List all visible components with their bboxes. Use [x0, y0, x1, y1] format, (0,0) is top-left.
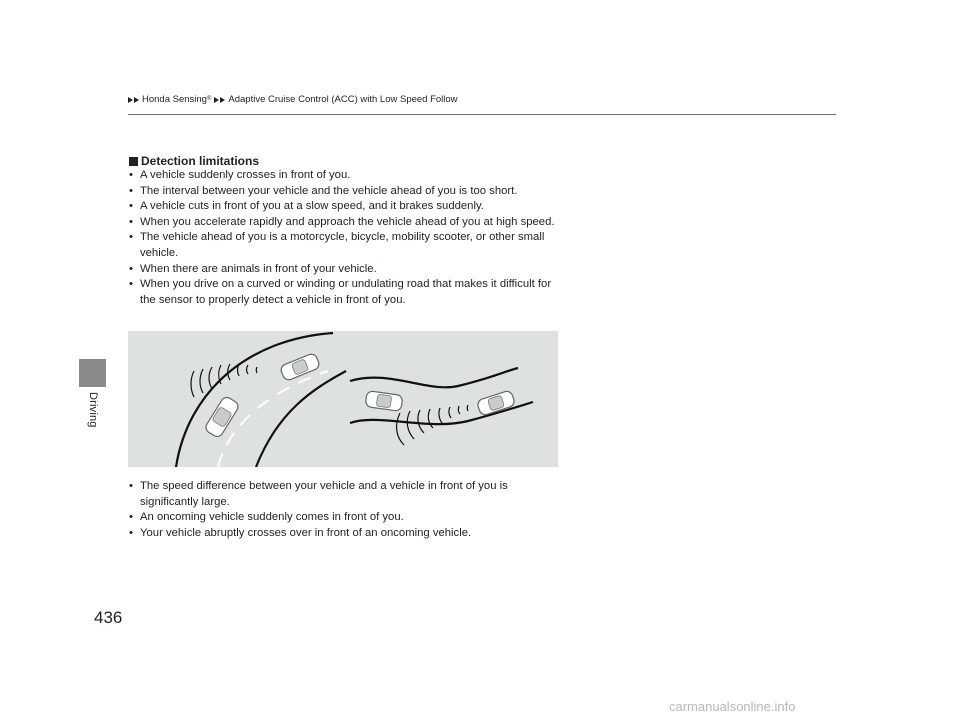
list-item: • The interval between your vehicle and the vehicle ahead of you is too short. [129, 184, 559, 200]
bullet-icon: • [129, 262, 133, 275]
bullet-icon: • [129, 480, 133, 492]
breadcrumb [128, 94, 458, 105]
list-item: • The speed difference between your vehicle and a vehicle in front of you is significantly large. [129, 480, 508, 508]
list-item: • When there are animals in front of your vehicle. [129, 262, 559, 278]
lane-marking [218, 371, 328, 467]
header-divider [128, 114, 836, 115]
limitations-list-continued [129, 479, 559, 541]
list-item: • When you drive on a curved or winding or undulating road that makes it difficult for the sensor to properly detect a vehicle in front of you. [129, 278, 552, 306]
bullet-icon: • [129, 526, 133, 539]
bullet-icon: • [129, 169, 133, 181]
list-item: • A vehicle cuts in front of you at a slow speed, and it brakes suddenly. [129, 199, 559, 215]
bullet-icon: • [129, 184, 133, 197]
list-item: • When you accelerate rapidly and approach the vehicle ahead of you at high speed. [129, 215, 559, 231]
registered-mark: ® [206, 95, 212, 102]
own-vehicle-icon [204, 395, 240, 438]
road-edge [350, 368, 518, 387]
bullet-icon: • [129, 511, 133, 524]
road-diagram-svg [128, 331, 558, 467]
radar-waves [191, 364, 257, 397]
road-edge [256, 371, 346, 467]
chapter-tab [79, 359, 106, 387]
page-number: 436 [94, 608, 123, 627]
list-item: • A vehicle suddenly crosses in front of you. [129, 168, 559, 184]
breadcrumb-item[interactable]: Honda Sensing [142, 94, 207, 105]
breadcrumb-arrow-icon [214, 97, 219, 103]
section-heading [129, 154, 259, 168]
limitations-list [129, 168, 559, 308]
section-heading-text: Detection limitations [141, 154, 260, 168]
breadcrumb-arrow-icon [128, 97, 133, 103]
bullet-icon: • [129, 215, 133, 228]
breadcrumb-arrow-icon [220, 97, 225, 103]
watermark: carmanualsonline.info [669, 699, 796, 714]
breadcrumb-item[interactable]: Adaptive Cruise Control (ACC) with Low Speed Follow [228, 94, 458, 105]
chapter-label: Driving [87, 392, 99, 428]
bullet-icon: • [129, 200, 133, 213]
own-vehicle-icon [365, 391, 403, 412]
road-edge [176, 333, 333, 467]
list-item: • Your vehicle abruptly crosses over in front of an oncoming vehicle. [129, 526, 559, 542]
heading-square-icon [129, 157, 138, 166]
breadcrumb-arrow-icon [134, 97, 139, 103]
bullet-icon: • [129, 231, 133, 244]
curved-road-illustration [128, 331, 558, 467]
list-item: • An oncoming vehicle suddenly comes in front of you. [129, 510, 559, 526]
bullet-icon: • [129, 278, 133, 291]
lead-vehicle-icon [279, 352, 320, 381]
list-item: • The vehicle ahead of you is a motorcycle, bicycle, mobility scooter, or other small vehicle. [129, 231, 545, 259]
